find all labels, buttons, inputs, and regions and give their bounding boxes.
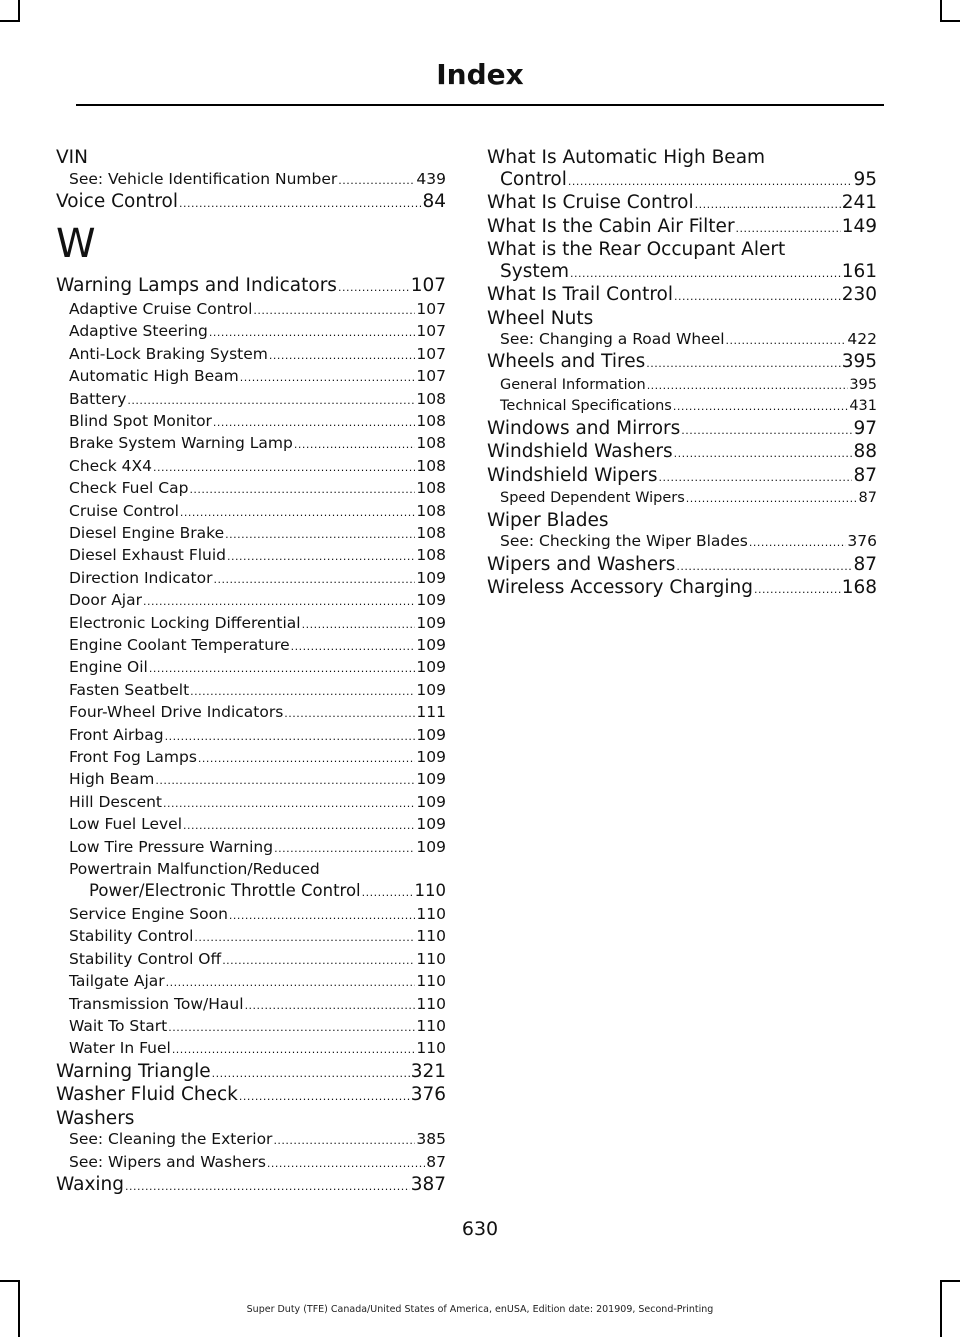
dot-leader	[180, 502, 416, 523]
entry-label: High Beam	[69, 770, 155, 789]
entry-label: Warning Lamps and Indicators	[56, 275, 337, 297]
page-reference: 109	[416, 613, 446, 632]
index-subentry	[56, 949, 446, 971]
index-subentry	[56, 478, 446, 500]
dot-leader	[155, 770, 415, 791]
dot-leader	[253, 300, 415, 321]
dot-leader	[125, 1176, 410, 1198]
dot-leader	[647, 375, 849, 396]
index-subentry	[56, 568, 446, 590]
page-reference: 110	[416, 927, 446, 946]
page-reference: 110	[416, 1016, 446, 1035]
dot-leader	[754, 579, 841, 601]
page-reference: 108	[416, 411, 446, 430]
dot-leader	[179, 193, 421, 215]
entry-label: Adaptive Steering	[69, 322, 208, 341]
dot-leader	[227, 546, 415, 567]
index-entry	[487, 577, 877, 601]
page-reference: 84	[422, 190, 446, 212]
dot-leader	[695, 194, 841, 216]
entry-label: Transmission Tow/Haul	[69, 994, 244, 1013]
index-subentry	[56, 366, 446, 388]
entry-label: Door Ajar	[69, 591, 142, 610]
index-heading: VIN	[56, 147, 88, 168]
page-reference: 109	[416, 591, 446, 610]
page-reference: 109	[416, 680, 446, 699]
dot-leader	[338, 277, 410, 299]
index-subentry	[56, 1038, 446, 1060]
entry-label: Hill Descent	[69, 792, 163, 811]
entry-label: Stability Control Off	[69, 949, 222, 968]
entry-label: Control	[500, 168, 567, 190]
page-reference: 110	[416, 904, 446, 923]
page-reference: 107	[416, 344, 446, 363]
index-subentry-heading: Powertrain Malfunction/Reduced	[69, 860, 320, 879]
dot-leader	[673, 396, 848, 417]
crop-mark	[940, 20, 960, 22]
entry-label: Cruise Control	[69, 501, 179, 520]
entry-label: See: Wipers and Washers	[69, 1152, 266, 1171]
index-subentry	[487, 488, 877, 509]
dot-leader	[674, 443, 853, 465]
index-entry-continuation	[487, 169, 877, 193]
index-subentry	[56, 747, 446, 769]
entry-label: Water In Fuel	[69, 1039, 171, 1058]
dot-leader	[149, 658, 416, 679]
entry-label: Fasten Seatbelt	[69, 680, 190, 699]
page-reference: 110	[414, 881, 446, 901]
index-letter-heading: W	[56, 221, 96, 268]
entry-label: Wireless Accessory Charging	[487, 577, 753, 599]
index-subentry	[56, 389, 446, 411]
dot-leader	[153, 457, 415, 478]
index-subentry	[56, 321, 446, 343]
dot-leader	[284, 703, 415, 724]
entry-label: General Information	[500, 376, 646, 393]
entry-label: Warning Triangle	[56, 1060, 211, 1082]
index-heading: Wheel Nuts	[487, 307, 594, 329]
page-reference: 110	[416, 1039, 446, 1058]
index-column-right	[487, 147, 877, 601]
dot-leader	[726, 330, 847, 351]
dot-leader	[189, 479, 415, 500]
entry-label: Automatic High Beam	[69, 367, 239, 386]
index-entry	[487, 192, 877, 216]
dot-leader	[568, 171, 853, 193]
entry-label: Four-Wheel Drive Indicators	[69, 703, 284, 722]
page-reference: 87	[858, 490, 877, 507]
index-entry	[487, 465, 877, 489]
page-title: Index	[436, 58, 524, 91]
index-subentry	[56, 837, 446, 859]
dot-leader	[269, 345, 416, 366]
entry-label: See: Vehicle Identification Number	[69, 169, 338, 188]
index-entry	[487, 216, 877, 240]
entry-label: Adaptive Cruise Control	[69, 299, 253, 318]
index-subentry	[56, 456, 446, 478]
dot-leader	[646, 353, 840, 375]
dot-leader	[209, 322, 416, 343]
dot-leader	[273, 1130, 415, 1151]
index-subentry	[56, 523, 446, 545]
index-entry	[487, 554, 877, 578]
page-reference: 107	[410, 275, 446, 297]
entry-label: See: Cleaning the Exterior	[69, 1130, 273, 1149]
dot-leader	[165, 726, 416, 747]
crop-mark	[940, 0, 942, 22]
index-subentry	[56, 994, 446, 1016]
dot-leader	[229, 905, 416, 926]
page-reference: 87	[853, 553, 877, 575]
index-heading: Washers	[56, 1107, 135, 1129]
entry-label: Diesel Engine Brake	[69, 523, 225, 542]
entry-label: Wait To Start	[69, 1016, 168, 1035]
index-subentry	[487, 375, 877, 396]
page-reference: 385	[416, 1130, 446, 1149]
entry-label: What Is Trail Control	[487, 284, 674, 305]
crop-mark	[18, 0, 20, 22]
entry-label: Electronic Locking Differential	[69, 613, 301, 632]
entry-label: See: Changing a Road Wheel	[500, 330, 725, 348]
page-reference: 439	[416, 169, 446, 188]
entry-label: Diesel Exhaust Fluid	[69, 546, 227, 565]
page-reference: 376	[847, 532, 877, 551]
entry-label: Blind Spot Monitor	[69, 411, 212, 430]
entry-label: Engine Oil	[69, 658, 148, 677]
page-reference: 149	[841, 215, 877, 237]
page-reference: 97	[853, 417, 877, 439]
entry-label: Engine Coolant Temperature	[69, 636, 290, 654]
dot-leader	[267, 1153, 425, 1174]
entry-label: Battery	[69, 389, 127, 408]
page-reference: 109	[416, 725, 446, 744]
page-reference: 111	[416, 703, 446, 722]
dot-leader	[240, 367, 416, 388]
index-entry	[487, 418, 877, 442]
dot-leader	[166, 972, 416, 993]
index-subentry	[56, 590, 446, 612]
page-reference: 376	[410, 1084, 446, 1106]
entry-label: Power/Electronic Throttle Control	[89, 881, 361, 901]
entry-label: System	[500, 260, 569, 282]
dot-leader	[163, 793, 415, 814]
entry-label: See: Checking the Wiper Blades	[500, 532, 748, 551]
entry-label: Windshield Washers	[487, 441, 673, 463]
page-reference: 107	[416, 367, 446, 386]
entry-label: Service Engine Soon	[69, 904, 228, 923]
dot-leader	[570, 263, 841, 285]
page-reference: 108	[416, 546, 446, 565]
page-reference: 110	[416, 949, 446, 968]
page-reference: 108	[416, 456, 446, 475]
dot-leader	[239, 1086, 410, 1108]
dot-leader	[674, 286, 841, 308]
entry-label: Check 4X4	[69, 456, 152, 475]
index-entry	[56, 1061, 446, 1085]
dot-leader	[681, 420, 852, 442]
index-subentry	[56, 725, 446, 747]
index-subentry	[56, 904, 446, 926]
index-subentry	[487, 396, 877, 417]
index-entry	[487, 351, 877, 375]
index-entry	[487, 441, 877, 465]
page-reference: 395	[841, 351, 877, 373]
entry-label: Voice Control	[56, 190, 178, 212]
index-subentry	[56, 433, 446, 455]
index-subentry	[56, 635, 446, 657]
dot-leader	[198, 748, 416, 769]
page-reference: 109	[416, 837, 446, 856]
index-subentry	[56, 971, 446, 993]
entry-label: Wipers and Washers	[487, 553, 676, 575]
index-entry	[56, 1174, 446, 1198]
index-subentry	[56, 769, 446, 791]
dot-leader	[362, 882, 414, 903]
index-subentry	[56, 657, 446, 679]
index-entry	[56, 275, 446, 299]
index-subentry	[56, 814, 446, 836]
index-column-left	[56, 147, 446, 1198]
page-reference: 109	[416, 568, 446, 587]
entry-label: Front Airbag	[69, 725, 164, 744]
entry-label: Technical Specifications	[500, 398, 672, 415]
index-subentry	[56, 1152, 446, 1174]
index-heading: What is the Rear Occupant Alert	[487, 239, 786, 260]
entry-label: Low Fuel Level	[69, 815, 183, 834]
index-subentry	[56, 299, 446, 321]
page-reference: 87	[853, 464, 877, 486]
index-subentry	[56, 411, 446, 433]
dot-leader	[168, 1017, 415, 1038]
index-entry	[56, 191, 446, 215]
page-reference: 395	[849, 376, 877, 393]
index-subentry	[56, 1129, 446, 1151]
entry-label: Anti-Lock Braking System	[69, 344, 268, 363]
page-reference: 387	[410, 1174, 446, 1196]
footer-text: Super Duty (TFE) Canada/United States of America, enUSA, Edition date: 201909, Second-Printing	[246, 1304, 714, 1315]
page-reference: 321	[410, 1060, 446, 1082]
dot-leader	[183, 815, 415, 836]
index-entry-continuation	[487, 261, 877, 285]
dot-leader	[749, 532, 847, 553]
dot-leader	[143, 591, 415, 612]
entry-label: Check Fuel Cap	[69, 479, 189, 498]
crop-mark	[0, 20, 20, 22]
page-reference: 431	[849, 398, 877, 415]
title-rule	[76, 104, 884, 106]
page-reference: 88	[853, 441, 877, 463]
page-reference: 108	[416, 434, 446, 453]
dot-leader	[686, 488, 858, 509]
page-reference: 422	[847, 330, 877, 348]
entry-label: Front Fog Lamps	[69, 748, 197, 767]
index-subentry	[56, 501, 446, 523]
page-reference: 108	[416, 523, 446, 542]
index-subentry	[56, 169, 446, 191]
entry-label: Stability Control	[69, 927, 194, 946]
page-reference: 109	[416, 815, 446, 834]
page-reference: 107	[416, 322, 446, 341]
page-reference: 107	[416, 299, 446, 318]
page-reference: 109	[416, 658, 446, 677]
page-reference: 110	[416, 994, 446, 1013]
page-reference: 109	[416, 636, 446, 654]
page-reference: 241	[841, 192, 877, 213]
index-heading: Wiper Blades	[487, 509, 609, 531]
index-subentry	[56, 344, 446, 366]
page-reference: 161	[841, 260, 877, 282]
index-subentry	[56, 1016, 446, 1038]
index-subentry	[487, 329, 877, 351]
index-heading: What Is Automatic High Beam	[487, 147, 766, 168]
crop-mark	[940, 1280, 960, 1282]
page-reference: 109	[416, 748, 446, 767]
entry-label: Low Tire Pressure Warning	[69, 837, 274, 856]
dot-leader	[213, 569, 415, 590]
entry-label: Speed Dependent Wipers	[500, 490, 685, 507]
page-reference: 230	[841, 284, 877, 305]
entry-label: Brake System Warning Lamp	[69, 434, 293, 453]
page-reference: 108	[416, 501, 446, 520]
page-reference: 110	[416, 972, 446, 991]
dot-leader	[212, 1063, 410, 1085]
dot-leader	[338, 170, 415, 191]
entry-label: Waxing	[56, 1174, 125, 1196]
dot-leader	[172, 1039, 416, 1060]
entry-label: Windshield Wipers	[487, 464, 658, 486]
entry-label: Washer Fluid Check	[56, 1084, 238, 1106]
dot-leader	[274, 838, 415, 859]
index-subentry	[56, 926, 446, 948]
index-subentry	[56, 792, 446, 814]
dot-leader	[294, 434, 416, 455]
page-reference: 108	[416, 479, 446, 498]
dot-leader	[659, 467, 853, 489]
index-entry	[56, 1084, 446, 1108]
entry-label: Direction Indicator	[69, 568, 213, 587]
entry-label: Windows and Mirrors	[487, 417, 681, 439]
index-entry	[487, 284, 877, 308]
page-reference: 109	[416, 792, 446, 811]
entry-label: What Is Cruise Control	[487, 192, 694, 213]
index-subentry	[56, 545, 446, 567]
index-subentry	[56, 702, 446, 724]
page-reference: 109	[416, 770, 446, 789]
dot-leader	[245, 995, 416, 1016]
index-subentry	[487, 531, 877, 553]
entry-label: Tailgate Ajar	[69, 972, 165, 991]
page-reference: 108	[416, 389, 446, 408]
dot-leader	[127, 390, 415, 411]
page-reference: 87	[426, 1152, 446, 1171]
dot-leader	[291, 636, 416, 657]
dot-leader	[676, 556, 852, 578]
dot-leader	[225, 524, 415, 545]
crop-mark	[0, 1280, 20, 1282]
index-subentry-continuation	[56, 880, 446, 903]
page-number: 630	[461, 1218, 499, 1240]
entry-label: What Is the Cabin Air Filter	[487, 215, 735, 237]
entry-label: Wheels and Tires	[487, 351, 646, 373]
dot-leader	[302, 614, 416, 635]
dot-leader	[194, 927, 415, 948]
page-reference: 168	[841, 577, 877, 599]
page-reference: 95	[853, 168, 877, 190]
dot-leader	[736, 218, 841, 240]
index-subentry	[56, 613, 446, 635]
dot-leader	[190, 681, 415, 702]
dot-leader	[222, 950, 415, 971]
index-subentry	[56, 680, 446, 702]
dot-leader	[213, 412, 415, 433]
